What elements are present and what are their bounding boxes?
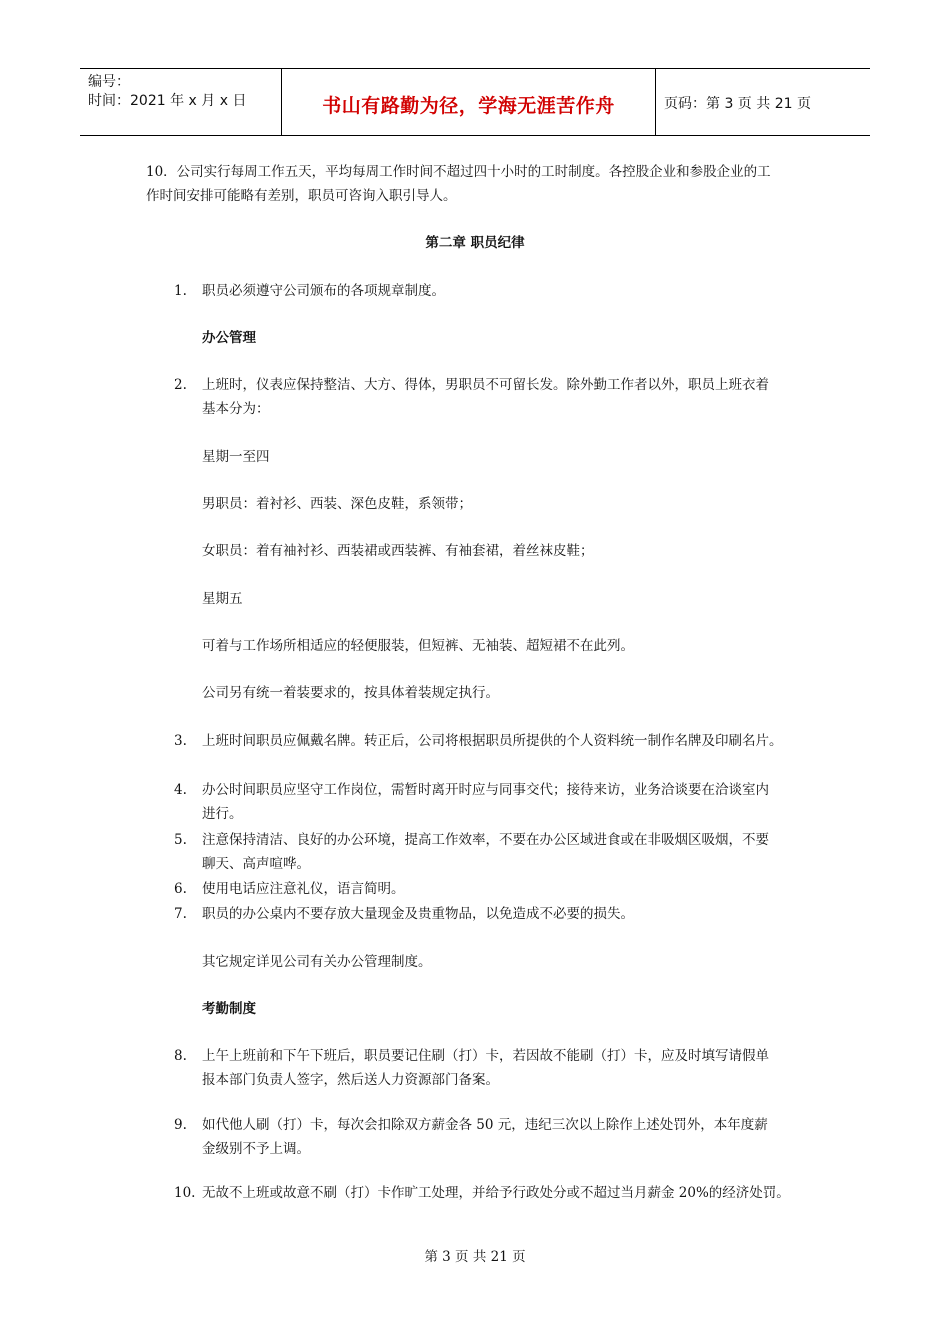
item-number: 4. [174,782,187,798]
paragraph-10-line-2: 作时间安排可能略有差别，职员可咨询入职引导人。 [146,188,457,204]
item-number: 7. [174,906,187,922]
chapter-title: 第二章 职员纪律 [425,235,525,251]
item-text: 上班时，仪表应保持整洁、大方、得体，男职员不可留长发。除外勤工作者以外，职员上班衣着 [202,377,769,393]
item-text: 如代他人刷（打）卡，每次会扣除双方薪金各 50 元，违纪三次以上除作上述处罚外，本年度薪 [202,1117,768,1133]
uniform-rule: 公司另有统一着装要求的，按具体着装规定执行。 [202,685,499,701]
item-text: 职员的办公桌内不要存放大量现金及贵重物品，以免造成不必要的损失。 [202,906,634,922]
item-text-continued: 报本部门负责人签字，然后送人力资源部门备案。 [202,1072,499,1088]
page-header [80,68,870,136]
serial-label: 编号： [88,74,130,90]
header-motto-cell [282,69,656,135]
item-text-continued: 基本分为： [202,401,270,417]
item-number: 2. [174,377,187,393]
section-heading-attendance: 考勤制度 [202,1001,256,1017]
friday-label: 星期五 [202,591,243,607]
item-text: 无故不上班或故意不刷（打）卡作旷工处理，并给予行政处分或不超过当月薪金 20%的经济处罚。 [202,1185,790,1201]
date-label: 时间：2021 年 x 月 x 日 [88,93,247,109]
weekday-label: 星期一至四 [202,449,270,465]
motto-text: 书山有路勤为径，学海无涯苦作舟 [322,94,615,117]
other-rules-note: 其它规定详见公司有关办公管理制度。 [202,954,432,970]
item-number: 10. [174,1185,196,1201]
header-meta [80,69,282,135]
item-number: 3. [174,733,187,749]
item-text: 上班时间职员应佩戴名牌。转正后，公司将根据职员所提供的个人资料统一制作名牌及印刷名片。 [202,733,783,749]
item-number: 9. [174,1117,187,1133]
section-heading-office: 办公管理 [202,330,256,346]
item-number: 6. [174,881,187,897]
casual-dress-code: 可着与工作场所相适应的轻便服装，但短裤、无袖装、超短裙不在此列。 [202,638,634,654]
item-text: 上午上班前和下午下班后，职员要记住刷（打）卡，若因故不能刷（打）卡，应及时填写请假单 [202,1048,769,1064]
item-number: 1. [174,283,187,299]
item-number: 5. [174,832,187,848]
page-label: 页码：第 3 页 共 21 页 [664,96,811,112]
item-text: 使用电话应注意礼仪，语言简明。 [202,881,405,897]
paragraph-10-line-1: 10．公司实行每周工作五天，平均每周工作时间不超过四十小时的工时制度。各控股企业和参股企业的工 [146,164,771,180]
item-number: 8. [174,1048,187,1064]
male-dress-code: 男职员：着衬衫、西装、深色皮鞋，系领带； [202,496,472,512]
item-text: 注意保持清洁、良好的办公环境，提高工作效率，不要在办公区域进食或在非吸烟区吸烟，不要 [202,832,769,848]
item-text-continued: 聊天、高声喧哗。 [202,856,310,872]
item-text-continued: 进行。 [202,806,243,822]
female-dress-code: 女职员：着有袖衬衫、西装裙或西装裤、有袖套裙，着丝袜皮鞋； [202,543,594,559]
item-text-continued: 金级别不予上调。 [202,1141,310,1157]
item-text: 办公时间职员应坚守工作岗位，需暂时离开时应与同事交代；接待来访，业务洽谈要在洽谈室内 [202,782,769,798]
item-text: 职员必须遵守公司颁布的各项规章制度。 [202,283,445,299]
header-page-cell [656,69,870,135]
page-footer: 第 3 页 共 21 页 [424,1249,526,1265]
